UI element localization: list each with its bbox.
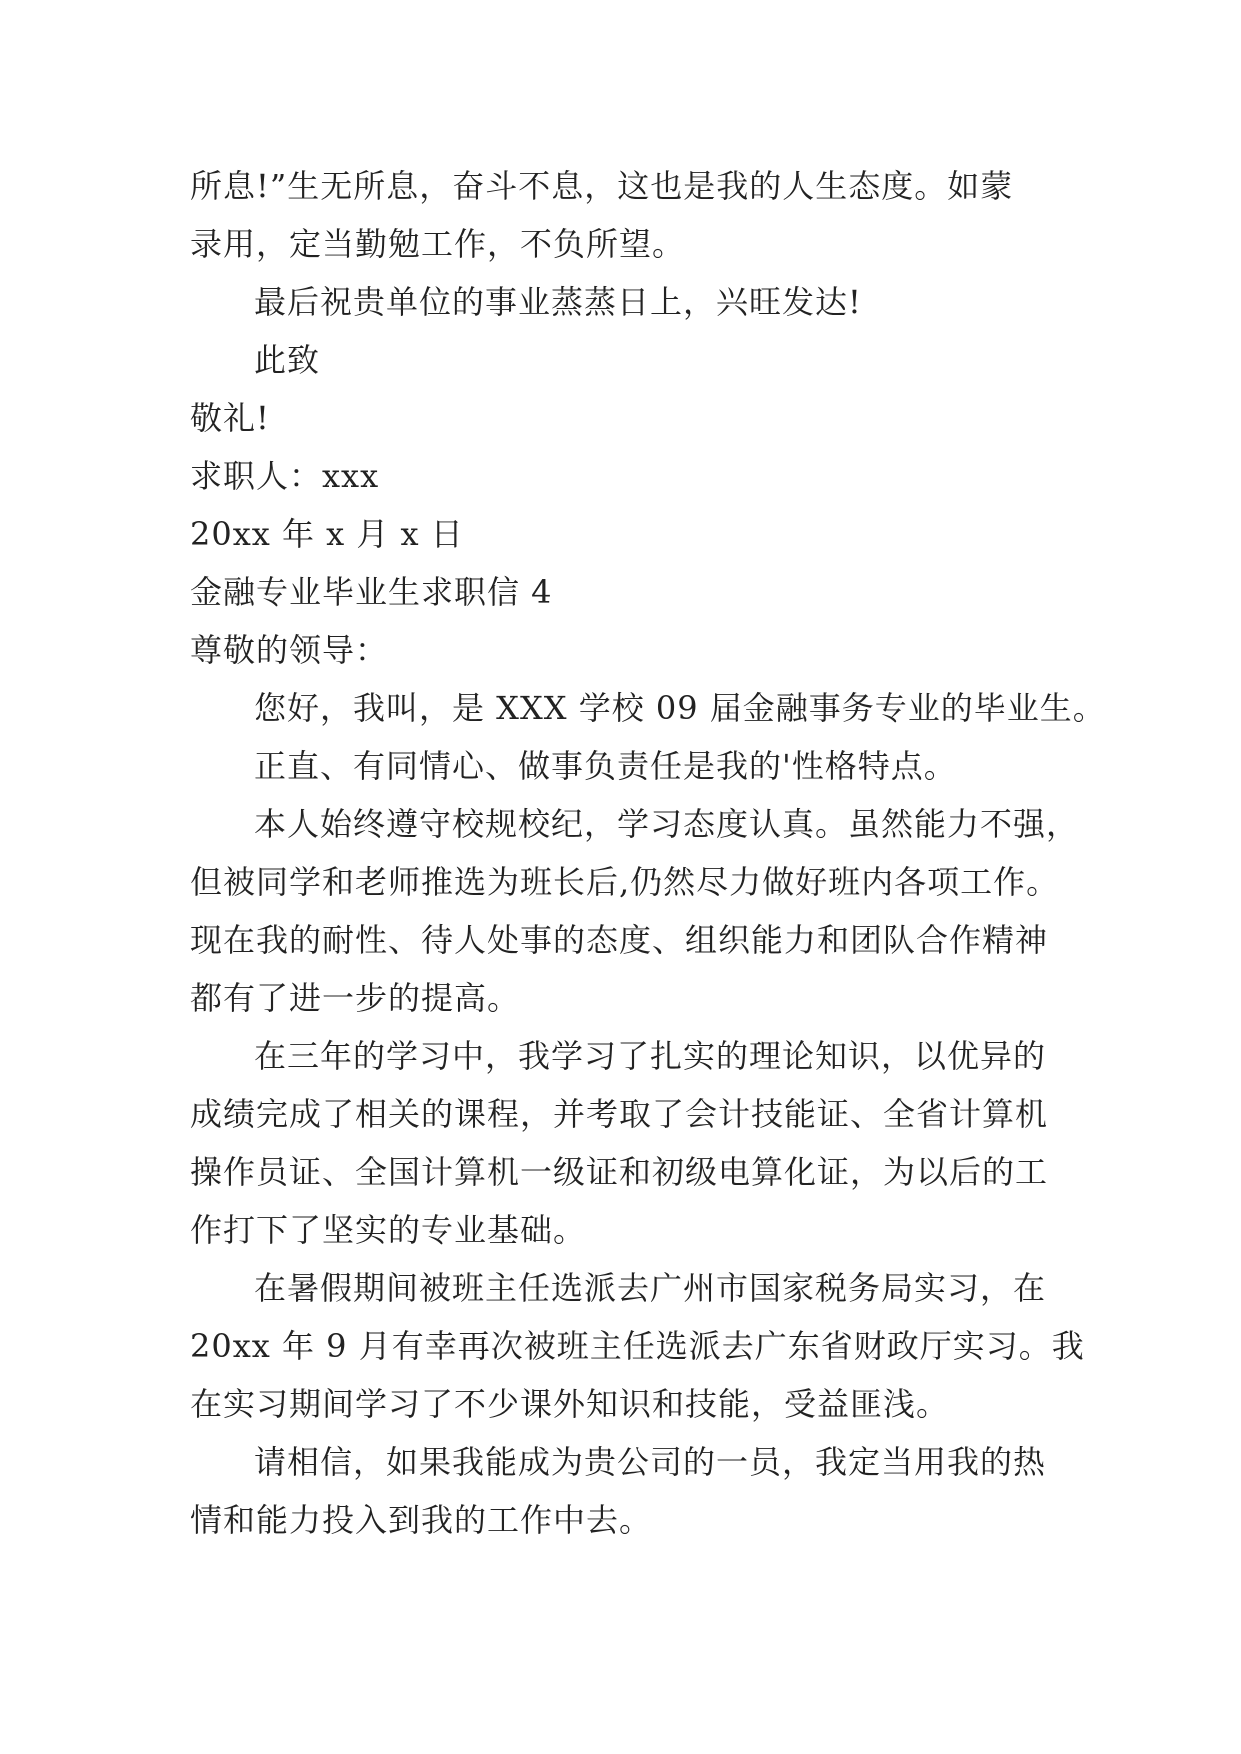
text-line: 最后祝贵单位的事业蒸蒸日上，兴旺发达!: [254, 283, 862, 321]
text-line: 录用，定当勤勉工作，不负所望。: [190, 225, 686, 263]
section-title: 金融专业毕业生求职信 4: [190, 573, 553, 611]
text-line: 在三年的学习中，我学习了扎实的理论知识，以优异的: [254, 1037, 1047, 1075]
text-line: 所息!”生无所息，奋斗不息，这也是我的人生态度。如蒙: [190, 167, 1014, 205]
text-line: 操作员证、全国计算机一级证和初级电算化证，为以后的工: [190, 1153, 1049, 1191]
text-line: 20xx 年 9 月有幸再次被班主任选派去广东省财政厅实习。我: [190, 1327, 1085, 1365]
salutation: 尊敬的领导：: [190, 631, 389, 669]
text-line: 在实习期间学习了不少课外知识和技能，受益匪浅。: [190, 1385, 950, 1423]
date-line: 20xx 年 x 月 x 日: [190, 515, 464, 553]
text-line: 在暑假期间被班主任选派去广州市国家税务局实习，在: [254, 1269, 1047, 1307]
signature-name: 求职人：xxx: [190, 457, 380, 495]
text-line: 情和能力投入到我的工作中去。: [190, 1501, 653, 1539]
text-line: 正直、有同情心、做事负责任是我的'性格特点。: [254, 747, 957, 785]
text-line: 但被同学和老师推选为班长后,仍然尽力做好班内各项工作。: [190, 863, 1060, 901]
text-line: 请相信，如果我能成为贵公司的一员，我定当用我的热: [254, 1443, 1047, 1481]
text-line: 此致: [254, 341, 321, 379]
text-line: 现在我的耐性、待人处事的态度、组织能力和团队合作精神: [190, 921, 1049, 959]
text-line: 敬礼!: [190, 399, 270, 437]
text-line: 本人始终遵守校规校纪，学习态度认真。虽然能力不强，: [254, 805, 1080, 843]
text-line: 您好，我叫，是 XXX 学校 09 届金融事务专业的毕业生。: [254, 689, 1106, 727]
text-line: 作打下了坚实的专业基础。: [190, 1211, 587, 1249]
text-line: 成绩完成了相关的课程，并考取了会计技能证、全省计算机: [190, 1095, 1049, 1133]
text-line: 都有了进一步的提高。: [190, 979, 521, 1017]
